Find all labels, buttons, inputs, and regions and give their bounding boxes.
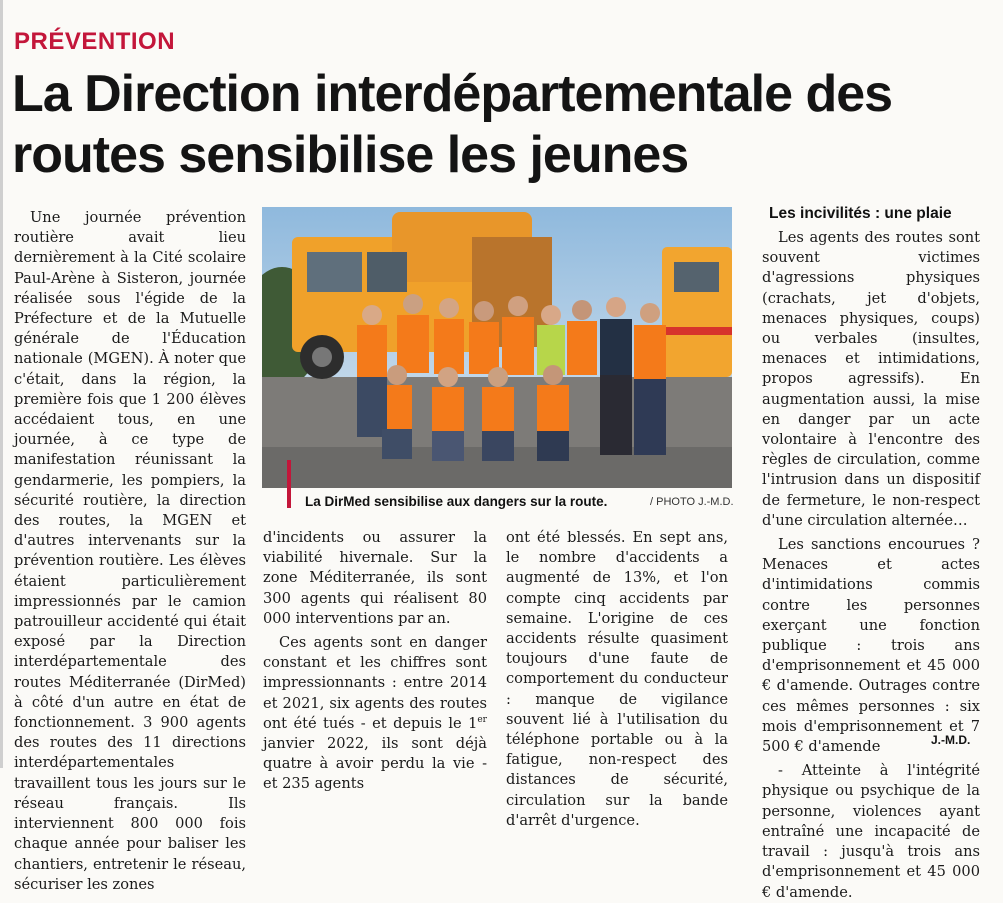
- ordinal-suffix: er: [477, 714, 487, 725]
- section-kicker: PRÉVENTION: [14, 28, 176, 55]
- sidebar-column: [762, 228, 980, 903]
- page-edge-rule: [0, 0, 3, 768]
- sidebar-title: Les incivilités : une plaie: [769, 205, 952, 222]
- body-column-3: [506, 528, 728, 831]
- body-column-1: [14, 208, 246, 895]
- author-signature: J.-M.D.: [931, 733, 971, 747]
- paragraph: [263, 633, 487, 795]
- photo-caption: La DirMed sensibilise aux dangers sur la route.: [305, 494, 608, 509]
- article-headline: La Direction interdépartementale des routes sensibilise les jeunes: [12, 65, 893, 184]
- paragraph: - Atteinte à l'intégrité physique ou psychique de la personne, violences ayant entraîné une incapacité de travail : jusqu'à trois ans d'emprisonnement et 45 000 € d'amende.: [762, 762, 980, 901]
- paragraph-text-end: janvier 2022, ils sont déjà quatre à avoir perdu la vie - et 235 agents: [263, 735, 487, 793]
- article-photo: [262, 207, 732, 488]
- paragraph-text: Ces agents sont en danger constant et les chiffres sont impressionnants : entre 2014 et 2021, six agents des routes ont été tués - et depuis le 1: [263, 634, 487, 732]
- group-photo-illustration: [262, 207, 732, 488]
- paragraph: Les agents des routes sont souvent victimes d'agressions physiques (crachats, jet d'objets, menaces physiques, coups) ou verbales (insultes, menaces et intimidations, propos agressifs). En augmentation aussi, la mise en danger par un acte volontaire à l'encontre des règles de circulation, comme l'intrusion dans un dispositif de fermeture, le non-respect d'une circulation alternée…: [762, 229, 980, 529]
- paragraph: Une journée prévention routière avait lieu dernièrement à la Cité scolaire Paul-Arène à Sisteron, journée réalisée sous l'égide de la Préfecture et de la Mutuelle générale de l'Éducation nationale (MGEN). À noter que c'était, dans la région, la première fois que 1 200 élèves accédaient tous, en une journée, à ce type de manifestation réunissant la gendarmerie, les pompiers, la sécurité routière, la direction des routes, la MGEN et d'autres intervenants sur la prévention routière. Les élèves étaient particulièrement impressionnés par le camion patrouilleur accidenté qui était exposé par la Direction interdépartementale des routes Méditerranée (DirMed) à côté d'un autre en état de fonctionnement. 3 900 agents des routes des 11 directions interdépartementales travaillent tous les jours sur le réseau français. Ils interviennent 800 000 fois chaque année pour baliser les chantiers, entretenir le réseau, sécuriser les zones: [14, 209, 246, 893]
- caption-accent-bar: [287, 460, 291, 508]
- paragraph: ont été blessés. En sept ans, le nombre d'accidents a augmenté de 13%, et l'on compte cinq accidents par semaine. L'origine de ces accidents résulte quasiment toujours d'une faute de comportement du conducteur : manque de vigilance souvent lié à l'utilisation du téléphone portable ou à la fatigue, non-respect des distances de sécurité, circulation sur la bande d'arrêt d'urgence.: [506, 529, 728, 829]
- body-column-2: [263, 528, 487, 795]
- photo-credit: / PHOTO J.-M.D.: [650, 496, 734, 508]
- paragraph: Les sanctions encourues ? Menaces et actes d'intimidations commis contre les personnes exerçant une fonction publique : trois ans d'emprisonnement et 45 000 € d'amende. Outrages contre ces mêmes personnes : six mois d'emprisonnement et 7 500 € d'amende: [762, 536, 980, 756]
- paragraph: d'incidents ou assurer la viabilité hivernale. Sur la zone Méditerranée, ils sont 300 agents qui réalisent 80 000 interventions par an.: [263, 529, 487, 627]
